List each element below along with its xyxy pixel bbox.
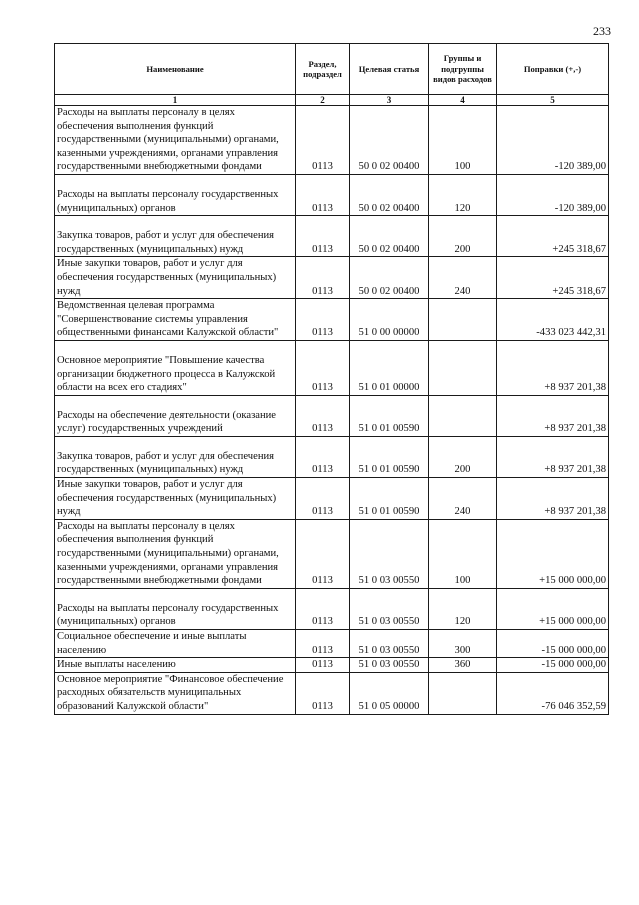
row-section-cell: 0113 [296, 630, 350, 658]
row-article-cell: 51 0 03 00550 [350, 588, 429, 629]
row-section-cell: 0113 [296, 106, 350, 175]
row-group-cell [429, 395, 497, 436]
row-name-cell [55, 658, 296, 673]
row-group-cell [429, 672, 497, 714]
row-article-cell: 50 0 02 00400 [350, 257, 429, 299]
row-name-text: Расходы на выплаты персоналу государственных (муниципальных) органов [57, 188, 279, 214]
row-name-cell [55, 299, 296, 341]
row-name-cell [55, 436, 296, 477]
row-amount-cell: +245 318,67 [497, 257, 609, 299]
row-article-cell: 51 0 00 00000 [350, 299, 429, 341]
row-group-cell: 120 [429, 588, 497, 629]
table-row [55, 257, 609, 299]
row-section-cell: 0113 [296, 658, 350, 673]
header-expense-groups: Группы и подгруппы видов расходов [429, 44, 497, 95]
row-name-cell [55, 340, 296, 395]
row-name-text: Расходы на выплаты персоналу в целях обеспечения выполнения функций государственными (муниципальными) органами, казенными учреждениями, органами управления государственными внебюджетными фондами [57, 107, 279, 173]
table-row [55, 395, 609, 436]
table-row [55, 106, 609, 175]
row-section-cell: 0113 [296, 478, 350, 520]
row-name-cell [55, 519, 296, 588]
page-number: 233 [593, 24, 611, 38]
table-row [55, 174, 609, 215]
row-name-text: Социальное обеспечение и иные выплаты населению [57, 631, 247, 656]
row-article-cell: 51 0 05 00000 [350, 672, 429, 714]
row-name-cell [55, 106, 296, 175]
row-article-cell: 51 0 03 00550 [350, 658, 429, 673]
row-group-cell [429, 299, 497, 341]
row-name-text: Расходы на обеспечение деятельности (оказание услуг) государственных учреждений [57, 409, 276, 435]
row-section-cell: 0113 [296, 174, 350, 215]
row-article-cell: 51 0 01 00000 [350, 340, 429, 395]
row-amount-cell: -76 046 352,59 [497, 672, 609, 714]
row-group-cell: 240 [429, 478, 497, 520]
header-name: Наименование [55, 44, 296, 95]
row-name-text: Расходы на выплаты персоналу государственных (муниципальных) органов [57, 602, 279, 628]
row-group-cell: 360 [429, 658, 497, 673]
row-section-cell: 0113 [296, 257, 350, 299]
row-group-cell: 100 [429, 519, 497, 588]
row-article-cell: 50 0 02 00400 [350, 216, 429, 257]
row-amount-cell: -433 023 442,31 [497, 299, 609, 341]
row-amount-cell: -120 389,00 [497, 174, 609, 215]
row-article-cell: 51 0 03 00550 [350, 630, 429, 658]
row-section-cell: 0113 [296, 519, 350, 588]
row-amount-cell: -15 000 000,00 [497, 658, 609, 673]
row-name-cell [55, 478, 296, 520]
row-article-cell: 51 0 01 00590 [350, 436, 429, 477]
column-number: 4 [429, 95, 497, 106]
row-name-text: Иные закупки товаров, работ и услуг для обеспечения государственных (муниципальных) нужд [57, 258, 277, 297]
row-name-text: Закупка товаров, работ и услуг для обеспечения государственных (муниципальных) нужд [57, 450, 275, 476]
table-body [55, 106, 609, 715]
table-row [55, 299, 609, 341]
row-group-cell [429, 340, 497, 395]
row-article-cell: 51 0 01 00590 [350, 395, 429, 436]
header-amendments: Поправки (+,-) [497, 44, 609, 95]
table-row [55, 630, 609, 658]
table-row [55, 478, 609, 520]
row-amount-cell: -120 389,00 [497, 106, 609, 175]
row-name-text: Основное мероприятие "Повышение качества организации бюджетного процесса в Калужской области на всех его стадиях" [57, 354, 276, 394]
header-target-article: Целевая статья [350, 44, 429, 95]
row-amount-cell: +15 000 000,00 [497, 519, 609, 588]
row-name-text: Иные закупки товаров, работ и услуг для обеспечения государственных (муниципальных) нужд [57, 479, 277, 518]
row-section-cell: 0113 [296, 395, 350, 436]
column-number-row [55, 95, 609, 106]
table-row [55, 588, 609, 629]
header-row [55, 44, 609, 95]
row-section-cell: 0113 [296, 340, 350, 395]
row-name-cell [55, 257, 296, 299]
row-name-cell [55, 588, 296, 629]
row-name-text: Основное мероприятие "Финансовое обеспечение расходных обязательств муниципальных образований Калужской области" [57, 673, 284, 712]
row-article-cell: 50 0 02 00400 [350, 106, 429, 175]
column-number: 3 [350, 95, 429, 106]
column-number: 1 [55, 95, 296, 106]
row-name-cell [55, 630, 296, 658]
row-group-cell: 300 [429, 630, 497, 658]
table-row [55, 216, 609, 257]
row-article-cell: 51 0 03 00550 [350, 519, 429, 588]
column-number: 5 [497, 95, 609, 106]
row-amount-cell: -15 000 000,00 [497, 630, 609, 658]
row-amount-cell: +8 937 201,38 [497, 395, 609, 436]
row-section-cell: 0113 [296, 436, 350, 477]
row-amount-cell: +8 937 201,38 [497, 436, 609, 477]
table-row [55, 658, 609, 673]
budget-amendments-table [54, 43, 609, 715]
column-number: 2 [296, 95, 350, 106]
row-amount-cell: +245 318,67 [497, 216, 609, 257]
row-group-cell: 240 [429, 257, 497, 299]
row-group-cell: 120 [429, 174, 497, 215]
row-name-text: Расходы на выплаты персоналу в целях обеспечения выполнения функций государственными (муниципальными) органами, казенными учреждениями, органами управления государственными внебюджетными фондами [57, 520, 279, 587]
row-section-cell: 0113 [296, 299, 350, 341]
header-section: Раздел, подраздел [296, 44, 350, 95]
row-name-text: Закупка товаров, работ и услуг для обеспечения государственных (муниципальных) нужд [57, 230, 275, 255]
row-name-cell [55, 174, 296, 215]
row-group-cell: 200 [429, 216, 497, 257]
row-amount-cell: +8 937 201,38 [497, 478, 609, 520]
row-group-cell: 200 [429, 436, 497, 477]
table-row [55, 672, 609, 714]
table-row [55, 519, 609, 588]
row-name-cell [55, 216, 296, 257]
table-row [55, 436, 609, 477]
row-article-cell: 50 0 02 00400 [350, 174, 429, 215]
table-row [55, 340, 609, 395]
row-section-cell: 0113 [296, 672, 350, 714]
row-section-cell: 0113 [296, 216, 350, 257]
row-amount-cell: +15 000 000,00 [497, 588, 609, 629]
row-name-cell [55, 395, 296, 436]
row-name-cell [55, 672, 296, 714]
row-group-cell: 100 [429, 106, 497, 175]
row-amount-cell: +8 937 201,38 [497, 340, 609, 395]
row-article-cell: 51 0 01 00590 [350, 478, 429, 520]
row-section-cell: 0113 [296, 588, 350, 629]
row-name-text: Ведомственная целевая программа "Совершенствование системы управления общественными финансами Калужской области" [57, 300, 279, 339]
row-name-text: Иные выплаты населению [57, 659, 176, 671]
